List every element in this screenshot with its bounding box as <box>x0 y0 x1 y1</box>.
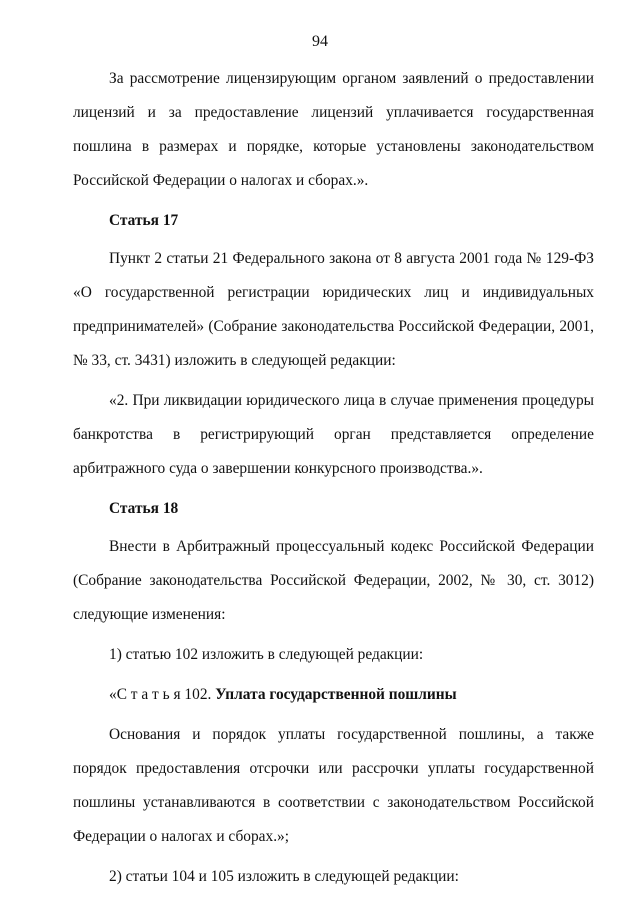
article-17-heading: Статья 17 <box>109 212 179 229</box>
page-number: 94 <box>312 33 328 50</box>
paragraph-article-102-text: Основания и порядок уплаты государственной пошлины, а также порядок предоставления отсрочки или рассрочки уплаты государственной пошлины устанавливаются в соответствии с законодательством Российской Федерации о налогах и сборах.»; <box>73 726 594 845</box>
article-102-title: Уплата государственной пошлины <box>215 686 457 703</box>
article-102-prefix: «С т а т ь я 102. <box>109 686 212 703</box>
paragraph-article-17-quote: «2. При ликвидации юридического лица в случае применения процедуры банкротства в регистрирующий орган представляется определение арбитражного суда о завершении конкурсного производства.». <box>73 392 594 477</box>
document-body <box>73 62 594 894</box>
article-18-heading: Статья 18 <box>109 500 179 517</box>
paragraph-article-102-heading <box>73 678 594 712</box>
paragraph-item-1: 1) статью 102 изложить в следующей редакции: <box>109 646 424 663</box>
paragraph-item-2: 2) статьи 104 и 105 изложить в следующей редакции: <box>109 868 459 885</box>
paragraph-license-fee: За рассмотрение лицензирующим органом заявлений о предоставлении лицензий и за предоставление лицензий уплачивается государственная пошлина в размерах и порядке, которые установлены законодательством Российской Федерации о налогах и сборах.». <box>73 70 594 189</box>
paragraph-article-17-intro: Пункт 2 статьи 21 Федерального закона от 8 августа 2001 года № 129-ФЗ «О государственной регистрации юридических лиц и индивидуальных предпринимателей» (Собрание законодательства Российской Федерации, 2001, № 33, ст. 3431) изложить в следующей редакции: <box>73 250 594 369</box>
paragraph-article-18-intro: Внести в Арбитражный процессуальный кодекс Российской Федерации (Собрание законодательства Российской Федерации, 2002, № 30, ст. 3012) следующие изменения: <box>73 538 594 623</box>
